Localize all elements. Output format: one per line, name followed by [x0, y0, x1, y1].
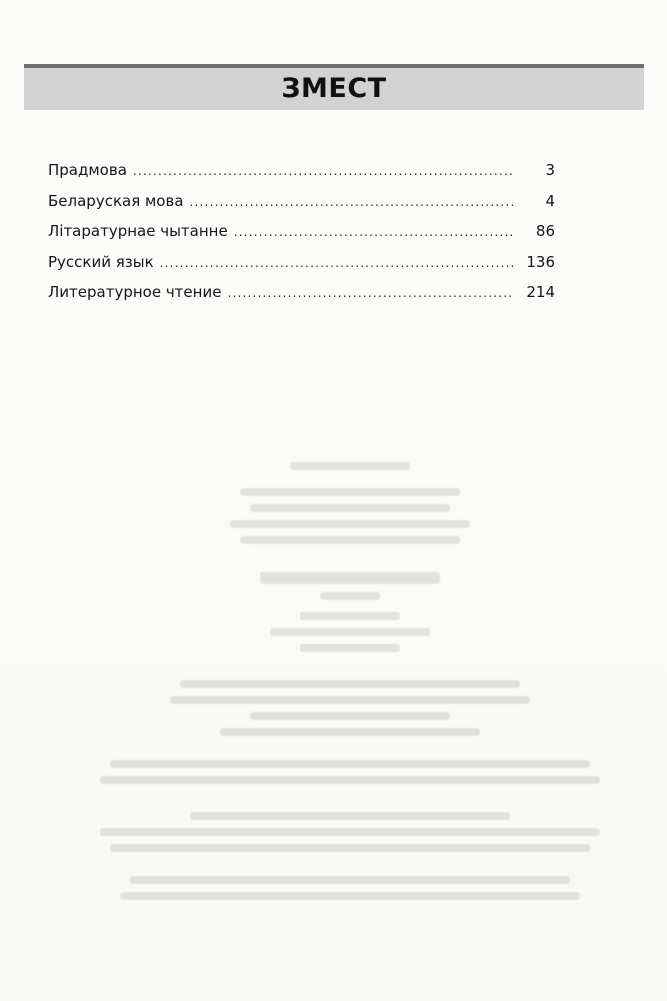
toc-entry-belarusian-language[interactable]	[48, 192, 555, 223]
toc-entry-label: Літаратурнае чытанне	[48, 222, 228, 240]
toc-entry-label: Беларуская мова	[48, 191, 184, 210]
toc-leader-dots	[227, 287, 513, 299]
reverse-side-bleed-through	[90, 460, 610, 900]
toc-entry-page: 3	[545, 161, 555, 179]
toc-leader-dots	[234, 226, 513, 238]
title-band	[24, 64, 644, 110]
toc-entry-label: Прадмова	[48, 161, 127, 179]
toc-entry-russian-language[interactable]	[48, 253, 555, 284]
toc-entry-foreword[interactable]	[48, 161, 555, 192]
toc-entry-page: 136	[526, 252, 555, 271]
toc-leader-dots	[190, 196, 513, 208]
toc-entry-russian-reading[interactable]	[48, 283, 555, 314]
toc-entry-label: Русский язык	[48, 252, 154, 271]
toc-entry-page: 214	[526, 283, 555, 301]
bleed-through-texture	[90, 460, 610, 900]
toc-entry-belarusian-reading[interactable]	[48, 222, 555, 253]
toc-entry-page: 4	[545, 191, 555, 210]
table-of-contents	[48, 161, 555, 314]
toc-leader-dots	[133, 165, 513, 177]
toc-entry-page: 86	[535, 222, 555, 240]
toc-entry-label: Литературное чтение	[48, 283, 222, 301]
toc-leader-dots	[160, 257, 513, 269]
page-title: ЗМЕСТ	[281, 73, 387, 104]
